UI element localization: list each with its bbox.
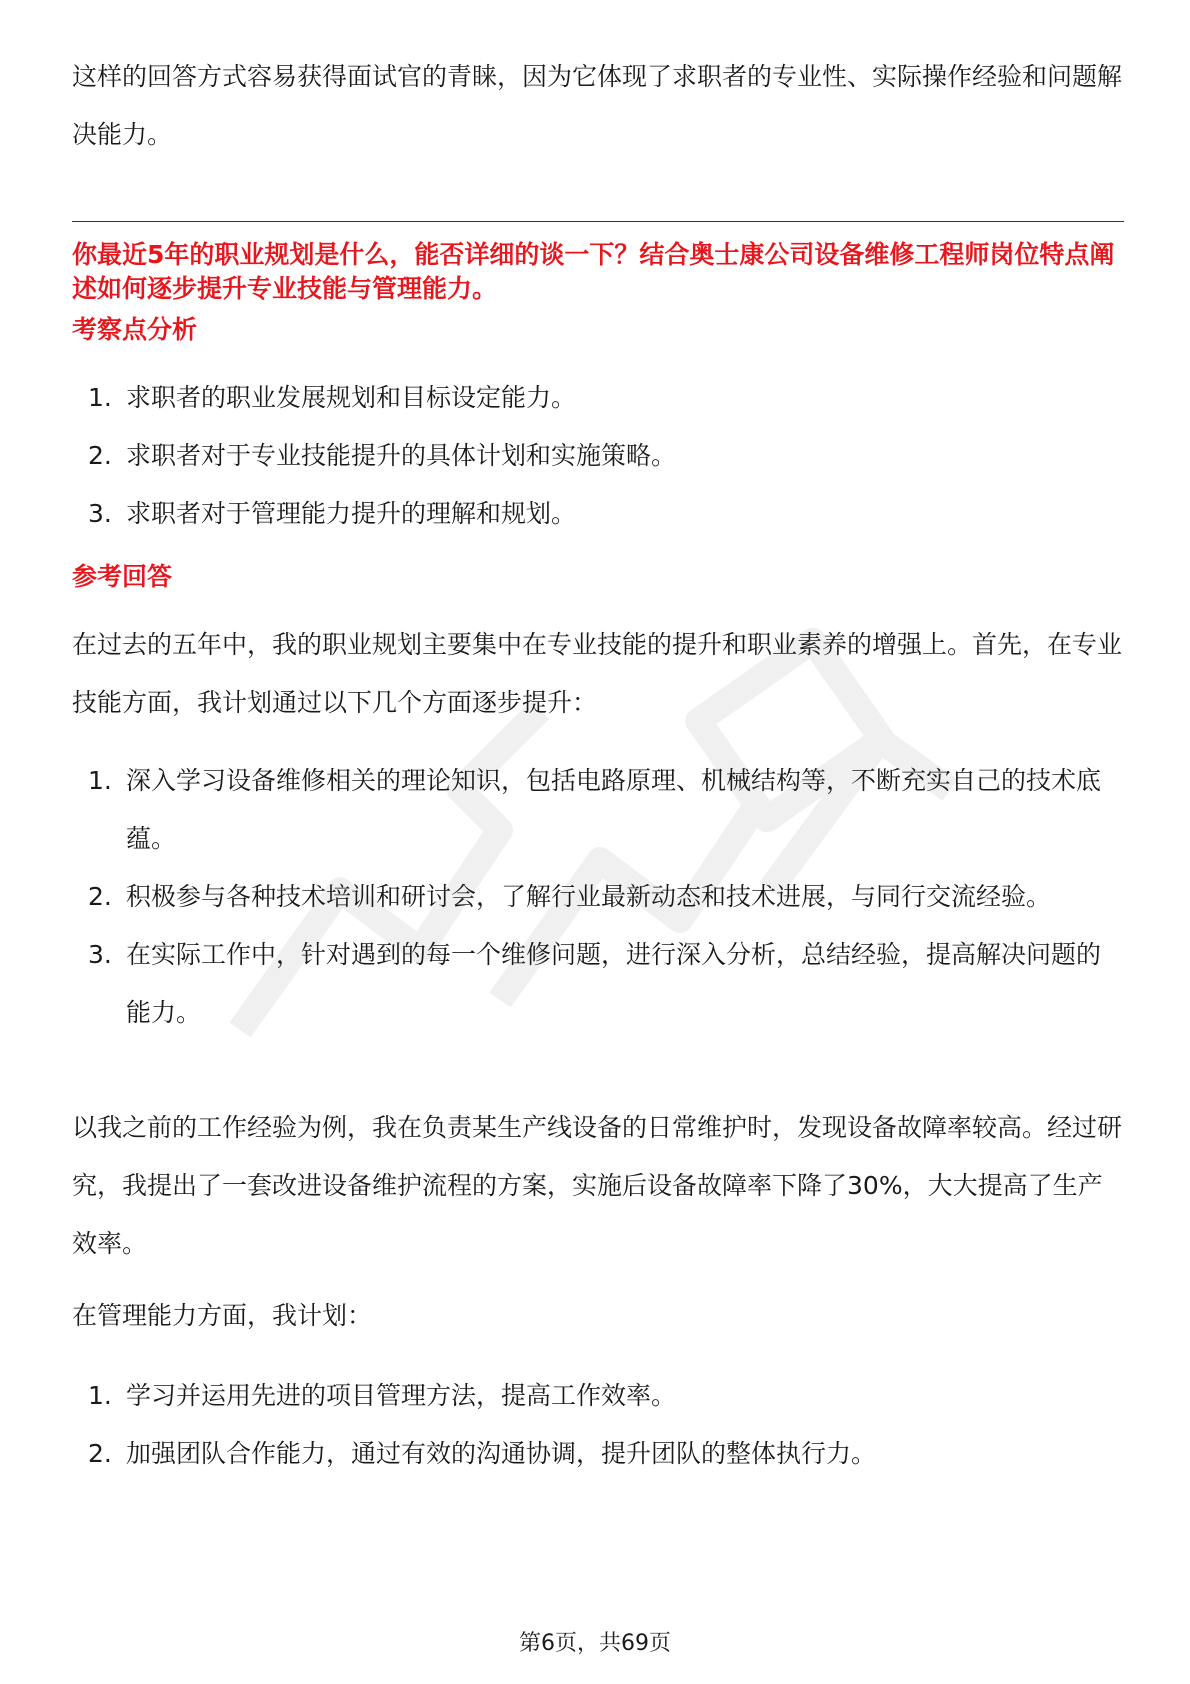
list-item: 1. 学习并运用先进的项目管理方法，提高工作效率。 (88, 1381, 677, 1410)
list-item: 2. 求职者对于专业技能提升的具体计划和实施策略。 (88, 441, 677, 470)
analysis-heading: 考察点分析 (72, 315, 198, 344)
list-item: 2. 积极参与各种技术培训和研讨会，了解行业最新动态和技术进展，与同行交流经验。 (88, 882, 1052, 911)
management-list (72, 1367, 1124, 1483)
answer-heading: 参考回答 (72, 562, 173, 591)
list-item: 1. 求职者的职业发展规划和目标设定能力。 (88, 383, 577, 412)
skills-list (72, 752, 1124, 1042)
intro-paragraph: 这样的回答方式容易获得面试官的青睐，因为它体现了求职者的专业性、实际操作经验和问题解决能力。 (72, 62, 1123, 149)
analysis-list (72, 369, 1124, 543)
answer-paragraph-intro: 在过去的五年中，我的职业规划主要集中在专业技能的提升和职业素养的增强上。首先，在专业技能方面，我计划通过以下几个方面逐步提升： (72, 630, 1123, 717)
list-item: 2. 加强团队合作能力，通过有效的沟通协调，提升团队的整体执行力。 (88, 1439, 877, 1468)
list-item: 3. 求职者对于管理能力提升的理解和规划。 (88, 499, 577, 528)
answer-paragraph-example: 以我之前的工作经验为例，我在负责某生产线设备的日常维护时，发现设备故障率较高。经过研究，我提出了一套改进设备维护流程的方案，实施后设备故障率下降了30%，大大提高了生产效率。 (72, 1113, 1123, 1258)
page-number-footer: 第6页，共69页 (519, 1631, 671, 1656)
section-divider (72, 221, 1124, 222)
question-title: 你最近5年的职业规划是什么，能否详细的谈一下？结合奥士康公司设备维修工程师岗位特点阐述如何逐步提升专业技能与管理能力。 (72, 240, 1115, 303)
list-item: 3. 在实际工作中，针对遇到的每一个维修问题，进行深入分析，总结经验，提高解决问题的能力。 (88, 940, 1102, 1027)
list-item: 1. 深入学习设备维修相关的理论知识，包括电路原理、机械结构等，不断充实自己的技术底蕴。 (88, 766, 1102, 853)
answer-paragraph-management: 在管理能力方面，我计划： (72, 1301, 373, 1330)
